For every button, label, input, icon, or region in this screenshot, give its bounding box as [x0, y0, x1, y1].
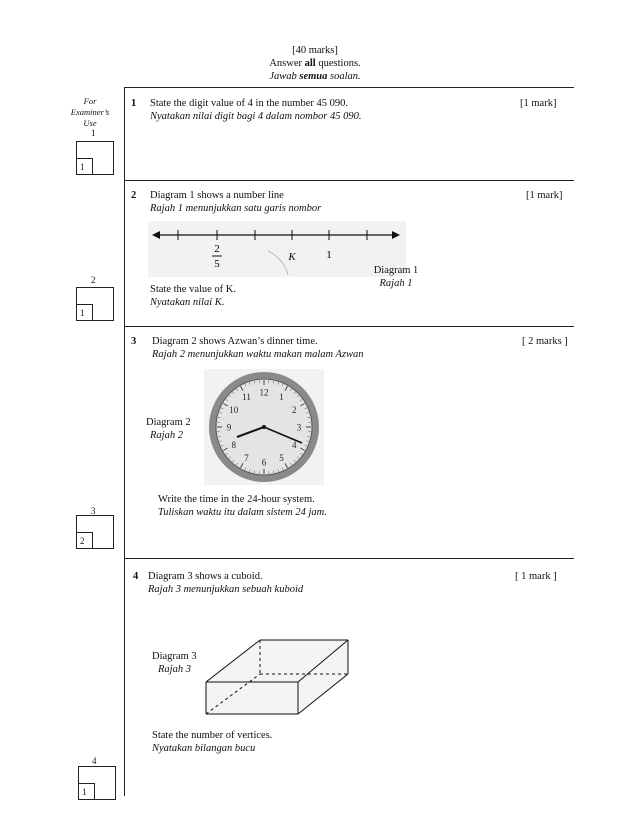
instruction-ms: Jawab semua soalan.	[269, 71, 361, 82]
question-marks: [1 mark]	[526, 190, 563, 201]
clock-number: 7	[244, 452, 249, 463]
examiner-box-number: 2	[91, 275, 96, 285]
question-number: 1	[131, 98, 137, 109]
examiner-score-box[interactable]	[78, 766, 116, 800]
examiner-box-number: 4	[92, 756, 97, 766]
question-number: 2	[131, 190, 137, 201]
examiner-box-number: 3	[91, 506, 96, 516]
clock-number: 1	[279, 392, 284, 403]
question-text-en: Diagram 1 shows a number line	[150, 190, 284, 201]
examiner-score-box[interactable]	[76, 287, 114, 321]
diagram-caption-ms: Rajah 1	[379, 278, 413, 289]
task-ms: Nyatakan nilai K.	[150, 297, 225, 308]
clock-diagram	[204, 369, 324, 485]
question-text-ms: Rajah 1 menunjukkan satu garis nombor	[150, 203, 322, 214]
question-marks: [1 mark]	[520, 98, 557, 109]
question-text-ms: Nyatakan nilai digit bagi 4 dalam nombor 45 090.	[150, 111, 362, 122]
task-ms: Nyatakan bilangan bucu	[152, 743, 256, 754]
cuboid-diagram	[198, 634, 354, 718]
section-divider	[124, 326, 574, 327]
max-mark: 2	[77, 532, 93, 548]
diagram-caption-en: Diagram 3	[152, 651, 197, 662]
clock-number: 3	[296, 422, 302, 433]
one-label: 1	[326, 249, 332, 261]
clock-number: 6	[261, 457, 267, 468]
question-number: 4	[133, 571, 139, 582]
clock-number: 5	[279, 452, 284, 463]
question-text-ms: Rajah 3 menunjukkan sebuah kuboid	[148, 584, 304, 595]
section-divider	[124, 180, 574, 181]
clock-number: 9	[226, 422, 232, 433]
task-en: Write the time in the 24-hour system.	[158, 494, 315, 505]
diagram-caption-ms: Rajah 3	[158, 664, 191, 675]
cuboid-svg	[198, 634, 354, 718]
clock-number: 12	[259, 387, 269, 398]
examiner-label: For Examiner’s Use	[70, 96, 110, 128]
clock-number: 8	[231, 440, 236, 450]
max-mark: 1	[77, 304, 93, 320]
fraction-denominator: 5	[214, 258, 220, 270]
clock-number: 2	[292, 405, 297, 415]
fraction-numerator: 2	[214, 243, 220, 255]
question-marks: [ 1 mark ]	[515, 571, 557, 582]
clock-center	[262, 425, 266, 429]
left-arrow-icon	[152, 231, 160, 239]
question-marks: [ 2 marks ]	[522, 336, 568, 347]
examiner-box-number: 1	[91, 128, 96, 138]
question-text-en: State the digit value of 4 in the number 45 090.	[150, 98, 349, 109]
task-en: State the number of vertices.	[152, 730, 273, 741]
clock-svg	[204, 369, 324, 485]
examiner-divider	[124, 88, 125, 796]
section-divider	[124, 87, 574, 88]
diagram-caption-en: Diagram 1	[373, 265, 419, 276]
examiner-score-box[interactable]	[76, 515, 114, 549]
question-number: 3	[131, 336, 137, 347]
right-arrow-icon	[392, 231, 400, 239]
diagram-caption-en: Diagram 2	[146, 417, 191, 428]
clock-number: 4	[292, 440, 297, 450]
examiner-score-box[interactable]	[76, 141, 114, 175]
task-ms: Tuliskan waktu itu dalam sistem 24 jam.	[158, 507, 327, 518]
curve-mark	[268, 251, 288, 275]
total-marks: [40 marks]	[292, 45, 338, 56]
question-text-ms: Rajah 2 menunjukkan waktu makan malam Azwan	[152, 349, 364, 360]
clock-number: 11	[242, 392, 251, 403]
question-text-en: Diagram 2 shows Azwan’s dinner time.	[152, 336, 318, 347]
question-text-en: Diagram 3 shows a cuboid.	[148, 571, 263, 582]
max-mark: 1	[77, 158, 93, 174]
cuboid-shadow	[206, 640, 348, 714]
section-divider	[124, 558, 574, 559]
clock-number: 10	[229, 405, 239, 415]
task-en: State the value of K.	[150, 284, 237, 295]
max-mark: 1	[79, 783, 95, 799]
instruction-en: Answer all questions.	[269, 58, 361, 69]
k-label: K	[288, 251, 296, 263]
diagram-caption-ms: Rajah 2	[150, 430, 183, 441]
